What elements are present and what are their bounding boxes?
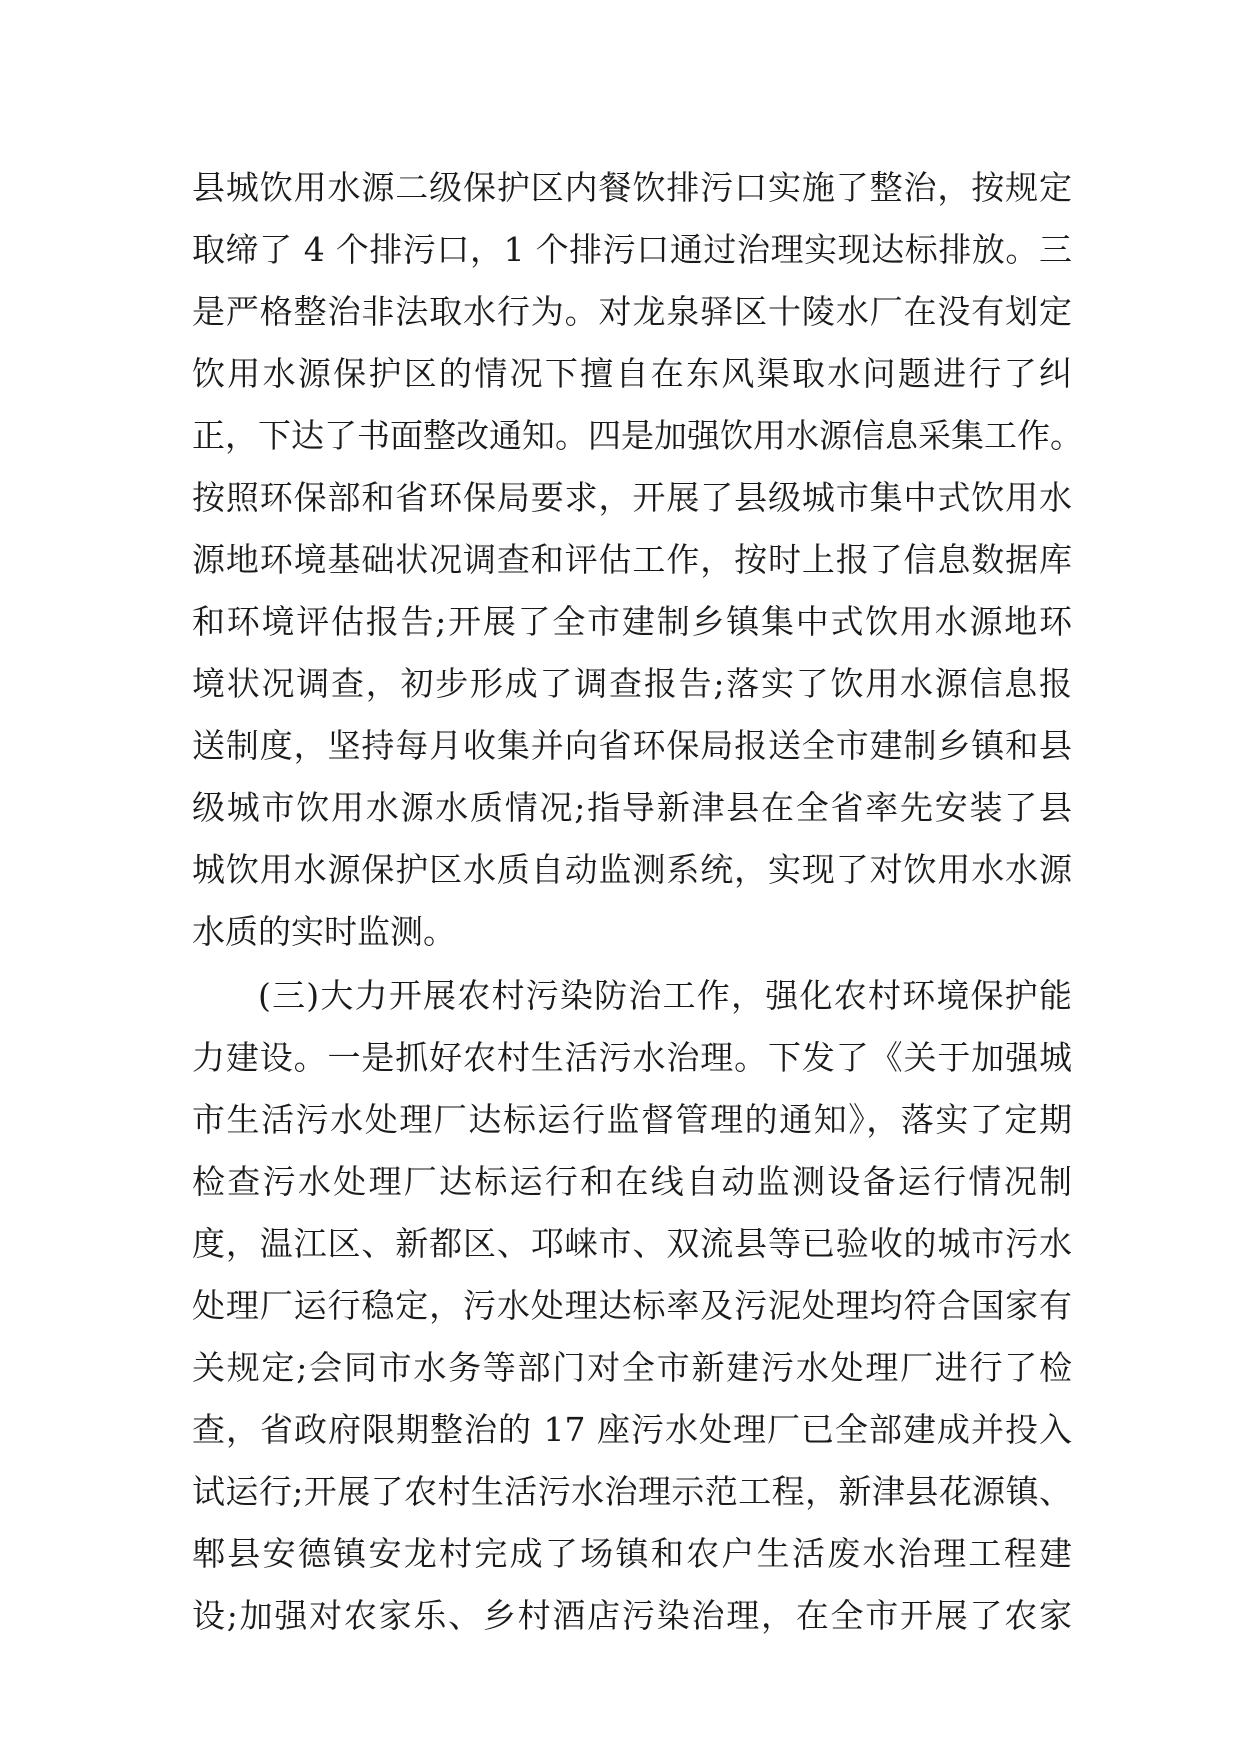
text-line: 送制度，坚持每月收集并向省环保局报送全市建制乡镇和县	[192, 726, 1072, 765]
document-body	[192, 157, 1083, 1647]
text-line: 是严格整治非法取水行为。对龙泉驿区十陵水厂在没有划定	[192, 292, 1072, 331]
text-line: 度，温江区、新都区、邛崃市、双流县等已验收的城市污水	[192, 1224, 1072, 1263]
text-line: 城饮用水源保护区水质自动监测系统，实现了对饮用水水源	[192, 850, 1072, 889]
text-line: 级城市饮用水源水质情况;指导新津县在全省率先安装了县	[192, 788, 1072, 827]
text-line: 检查污水处理厂达标运行和在线自动监测设备运行情况制	[192, 1162, 1072, 1201]
text-line: 市生活污水处理厂达标运行监督管理的通知》，落实了定期	[192, 1100, 1072, 1139]
paragraph-1	[192, 157, 1083, 963]
text-line: 按照环保部和省环保局要求，开展了县级城市集中式饮用水	[192, 478, 1072, 517]
text-line: 试运行;开展了农村生活污水治理示范工程，新津县花源镇、	[192, 1472, 1072, 1511]
text-line: 处理厂运行稳定，污水处理达标率及污泥处理均符合国家有	[192, 1286, 1072, 1325]
text-line: 水质的实时监测。	[192, 912, 456, 951]
text-line: 关规定;会同市水务等部门对全市新建污水处理厂进行了检	[192, 1348, 1072, 1387]
text-line: 设;加强对农家乐、乡村酒店污染治理，在全市开展了农家	[192, 1596, 1072, 1635]
text-line: 源地环境基础状况调查和评估工作，按时上报了信息数据库	[192, 540, 1072, 579]
text-line: 正，下达了书面整改通知。四是加强饮用水源信息采集工作。	[192, 416, 1083, 455]
text-line: 郫县安德镇安龙村完成了场镇和农户生活废水治理工程建	[192, 1534, 1072, 1573]
text-line: 和环境评估报告;开展了全市建制乡镇集中式饮用水源地环	[192, 602, 1072, 641]
section-heading-line: (三)大力开展农村污染防治工作，强化农村环境保护能	[258, 976, 1072, 1015]
text-line: 力建设。一是抓好农村生活污水治理。下发了《关于加强城	[192, 1038, 1072, 1077]
text-line: 县城饮用水源二级保护区内餐饮排污口实施了整治，按规定	[192, 168, 1072, 207]
text-line: 查，省政府限期整治的 17 座污水处理厂已全部建成并投入	[192, 1410, 1072, 1449]
text-line: 饮用水源保护区的情况下擅自在东风渠取水问题进行了纠	[192, 354, 1072, 393]
text-line: 取缔了 4 个排污口，1 个排污口通过治理实现达标排放。三	[192, 230, 1072, 269]
text-line: 境状况调查，初步形成了调查报告;落实了饮用水源信息报	[192, 664, 1072, 703]
paragraph-2	[192, 965, 1072, 1647]
